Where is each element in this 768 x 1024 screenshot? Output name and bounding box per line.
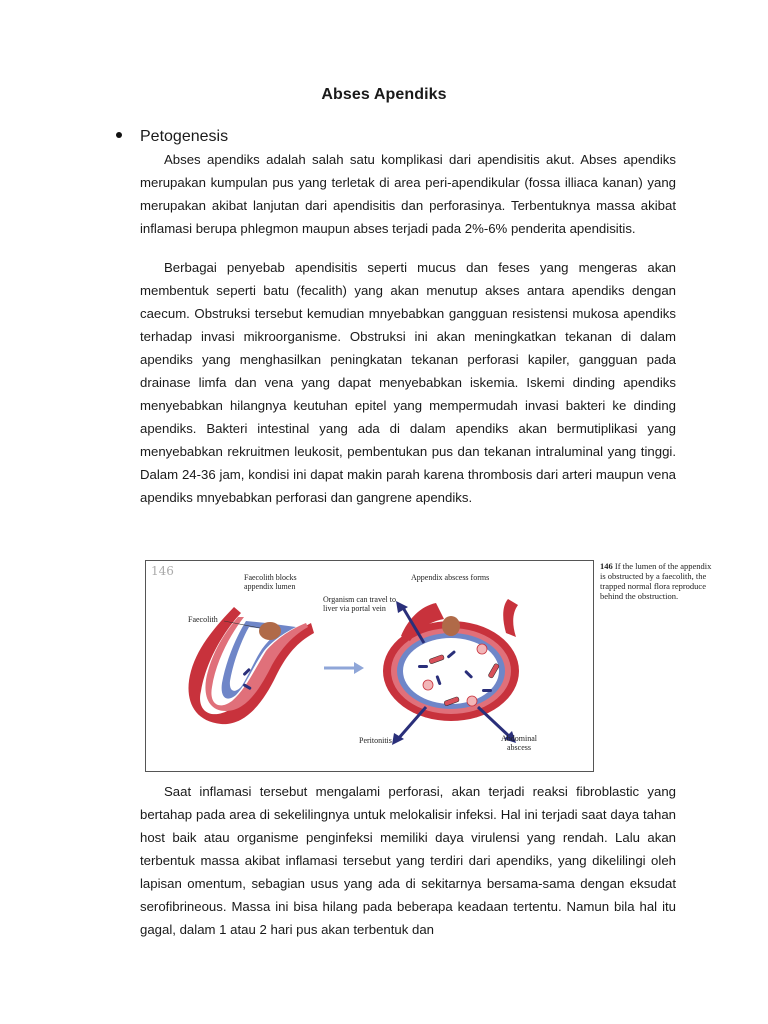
appendix-abscess-figure [145,560,594,772]
caption-number: 146 [600,561,613,571]
paragraph: Berbagai penyebab apendisitis seperti mucus dan feses yang mengeras akan membentuk seperti batu (fecalith) yang akan menutup akses antara apendiks dengan caecum. Obstruksi tersebut kemudian mnyebabkan gangguan resistensi mukosa apendiks terhadap invasi mikroorganisme. Obstruksi ini akan meningkatkan tekanan di dalam apendiks yang menghasilkan peningkatan tekanan perforasi kapiler, gangguan pada drainase limfa dan vena yang dapat menyebabkan iskemia. Iskemi dinding apendiks menyebabkan hilangnya keutuhan epitel yang mempermudah invasi bakteri ke dinding apendiks. Bakteri intestinal yang ada di dalam apendiks akan bermutiplikasi yang menyebabkan rekruitmen leukosit, pembentukan pus dan tekanan intraluminal yang tinggi. Dalam 24-36 jam, kondisi ini dapat makin parah karena thrombosis dari arteri maupun vena apendiks mnyebabkan perforasi dan gangrene apendiks. [140,260,676,505]
label-organism-travel: Organism can travel to liver via portal vein [323,595,396,613]
label-abdominal-abscess: Abdominal abscess [501,734,537,752]
figure-caption [600,561,716,601]
label-abscess-forms: Appendix abscess forms [411,573,490,582]
label-faecolith: Faecolith [188,615,218,624]
paragraph: Abses apendiks adalah salah satu komplikasi dari apendisitis akut. Abses apendiks merupakan kumpulan pus yang terletak di area peri-apendikular (fossa illiaca kanan) yang merupakan akibat lanjutan dari apendisitis dan perforasinya. Terbentuknya massa akibat inflamasi berupa phlegmon maupun abses terjadi pada 2%-6% penderita apendisitis. [140,152,676,236]
obstructed-appendix-drawing [189,607,314,724]
progression-arrow-icon [324,662,364,674]
paragraph: Saat inflamasi tersebut mengalami perforasi, akan terjadi reaksi fibroblastic yang bertahap pada area di sekelilingnya untuk melokalisir infeksi. Hal ini terjadi saat daya tahan host baik atau organisme penginfeksi memiliki daya virulensi yang rendah. Lalu akan terbentuk massa akibat inflamasi tersebut yang terdiri dari apendiks, yang dikelilingi oleh lapisan omentum, sebagian usus yang ada di sekitarnya bersama-sama dengan eksudat serofibrineous. Massa ini bisa hilang pada beberapa keadaan tertentu. Namun bila hal itu gagal, dalam 1 atau 2 hari pus akan terbentuk dan [140,784,676,937]
section-heading-label: Petogenesis [140,128,229,145]
document-title: Abses Apendiks [321,86,447,103]
label-faecolith-blocks: Faecolith blocks appendix lumen [244,573,297,591]
label-peritonitis: Peritonitis [359,736,392,745]
figure-number: 146 [151,564,174,578]
bullet-icon [116,132,122,138]
appendix-abscess-drawing [383,599,519,745]
caption-text: If the lumen of the appendix is obstructed by a faecolith, the trapped normal flora reproduce behind the obstruction. [600,561,712,601]
section-heading [116,128,228,146]
